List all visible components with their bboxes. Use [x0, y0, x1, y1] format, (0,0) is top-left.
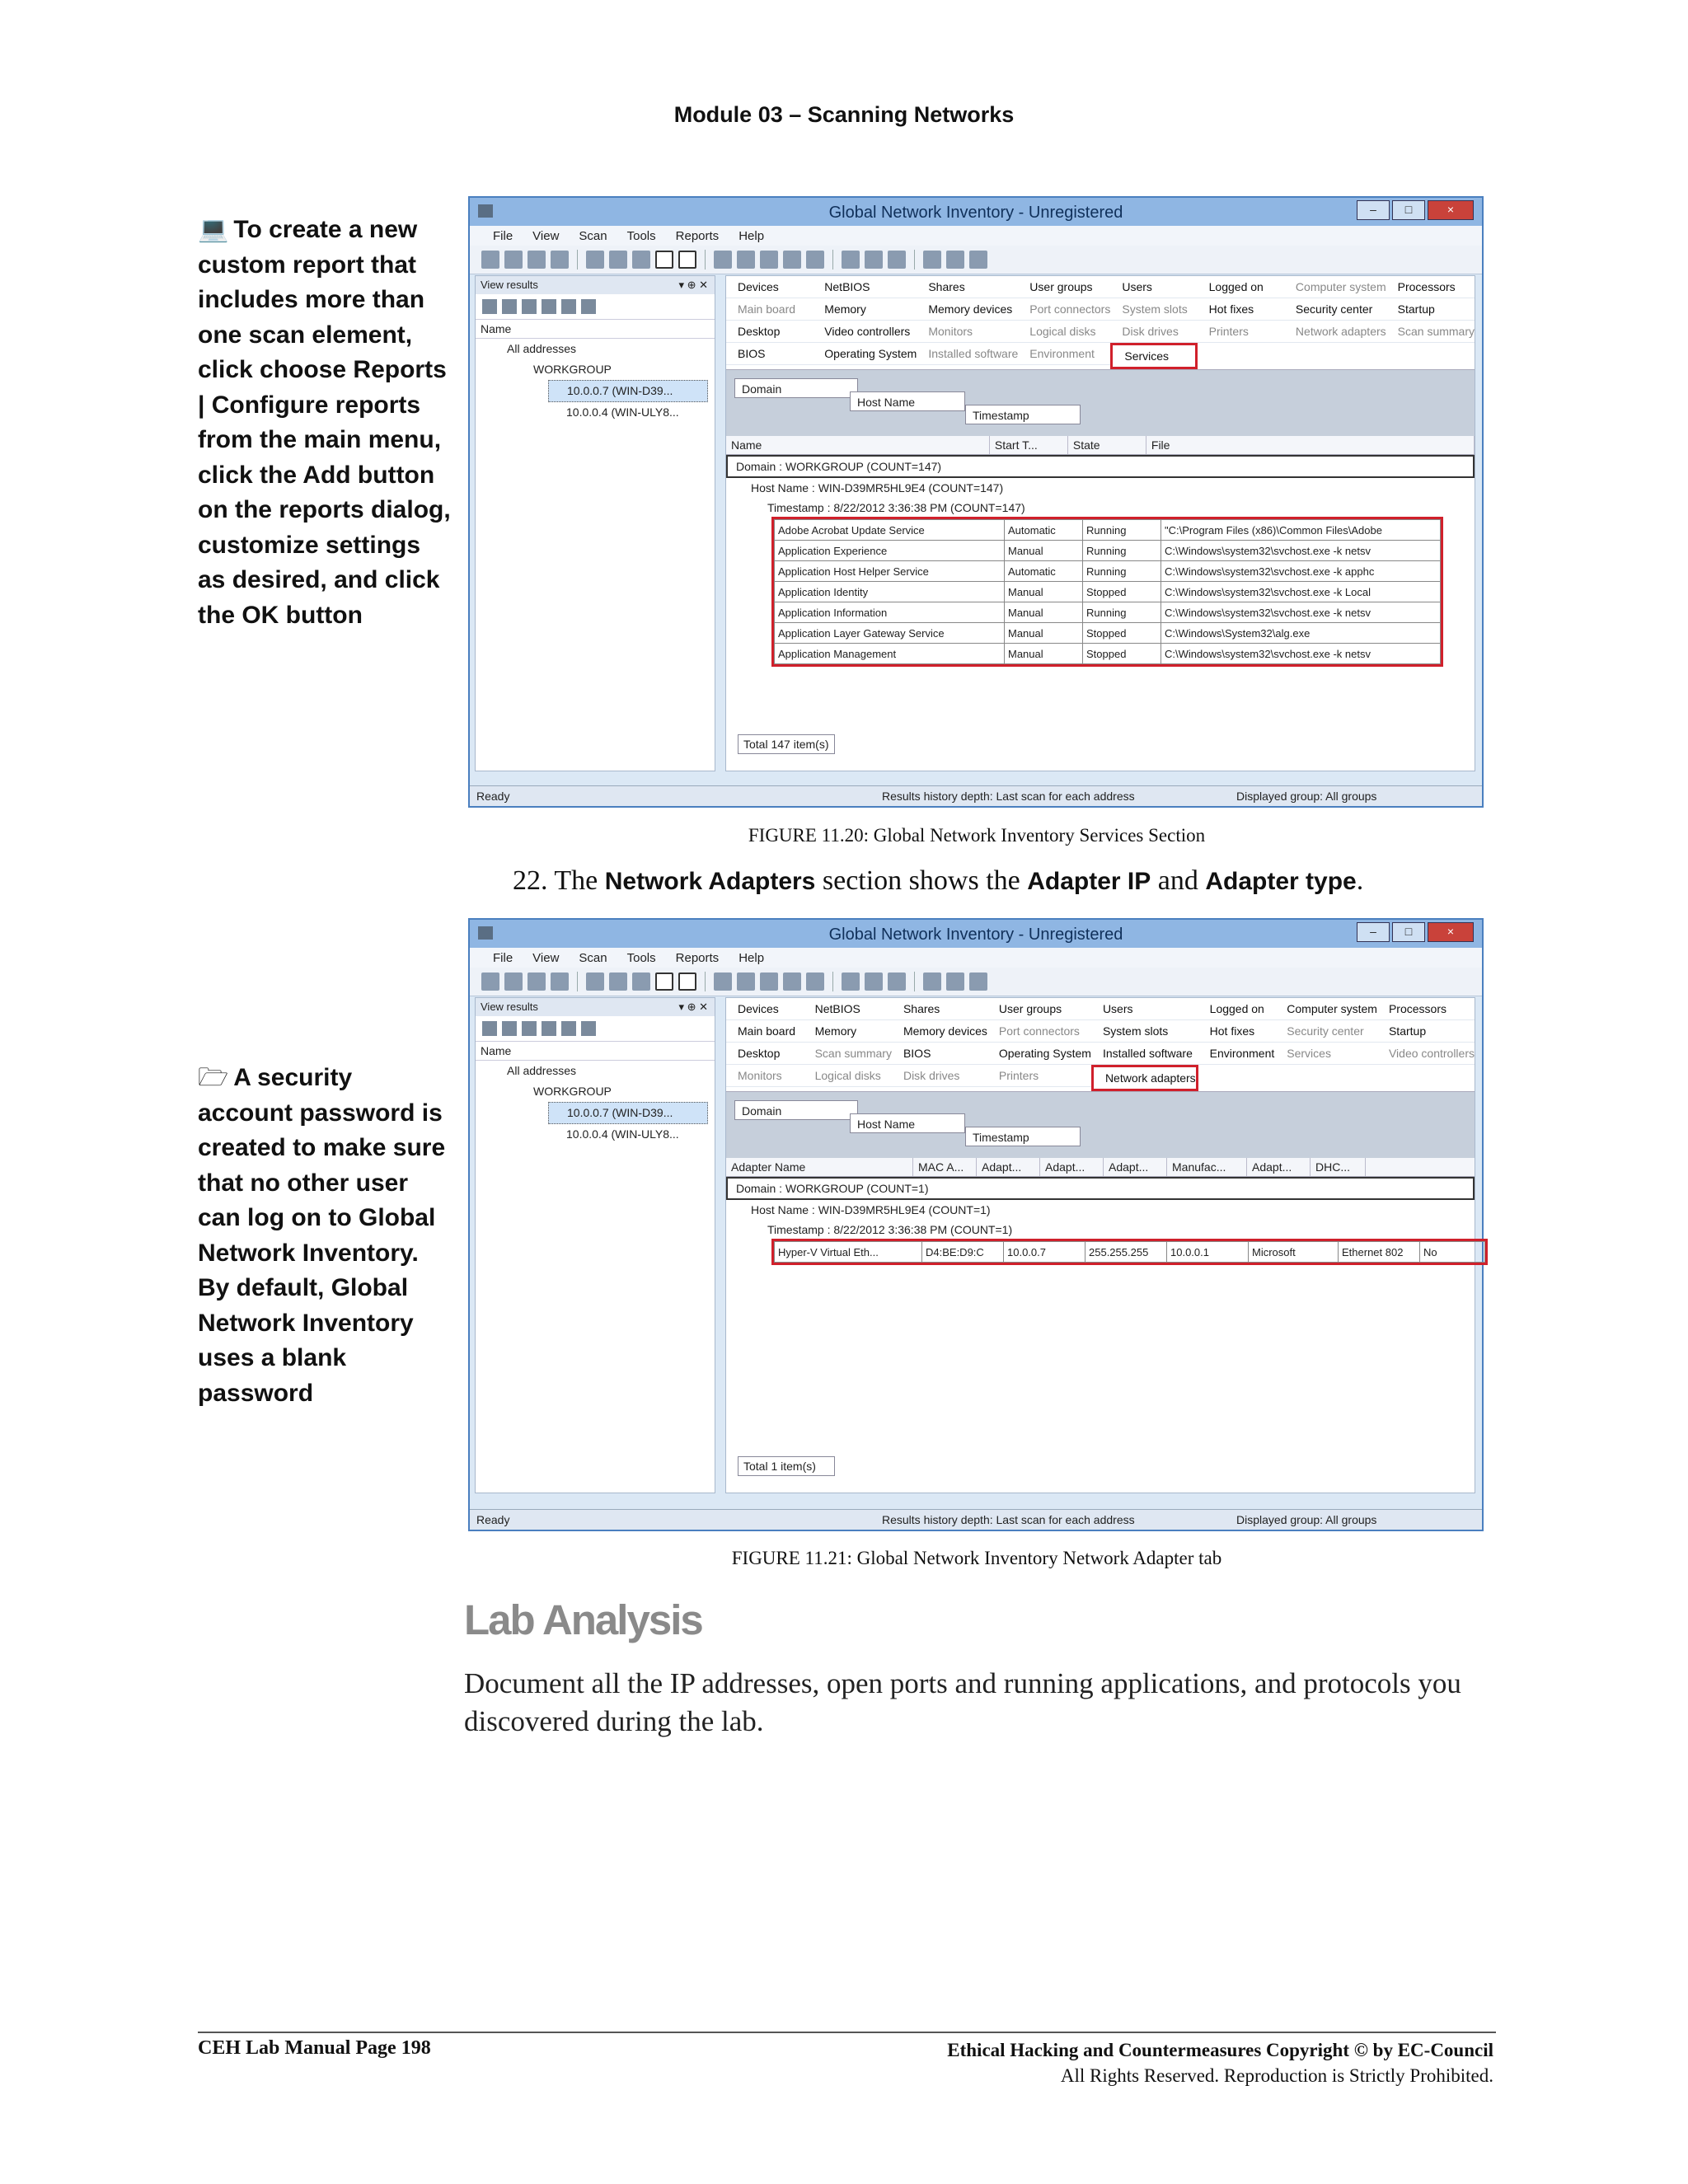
status-bar	[470, 785, 1482, 806]
table-cell: C:\Windows\system32\svchost.exe -k netsv	[1161, 644, 1441, 664]
tree-node[interactable]: 10.0.0.7 (WIN-D39...	[548, 380, 708, 402]
toolbar-separator	[914, 250, 915, 269]
table-cell: Ethernet 802	[1339, 1242, 1420, 1263]
group-chip-timestamp[interactable]: Timestamp	[965, 405, 1081, 424]
table-cell: Application Layer Gateway Service	[775, 623, 1005, 644]
column-header[interactable]: Name	[726, 436, 990, 454]
category-tabs	[726, 998, 1475, 1091]
minimize-button[interactable]: –	[1357, 922, 1390, 942]
view-results-pane	[475, 275, 715, 771]
toolbar-button-icon[interactable]	[806, 972, 824, 991]
toolbar-button-icon[interactable]	[481, 972, 499, 991]
rights-line: All Rights Reserved. Reproduction is Strictly Prohibited.	[1060, 2065, 1493, 2086]
table-cell: Manual	[1005, 623, 1083, 644]
table-cell: D4:BE:D9:C	[922, 1242, 1004, 1263]
toolbar-button-icon[interactable]	[528, 972, 546, 991]
tab-computer-system[interactable]: Computer system	[1275, 998, 1377, 1020]
tab-disk-drives[interactable]: Disk drives	[892, 1065, 987, 1087]
toolbar-button-icon[interactable]	[737, 251, 755, 269]
footer-page: CEH Lab Manual Page 198	[198, 2037, 431, 2059]
table-cell: Manual	[1005, 541, 1083, 561]
toolbar-button-icon[interactable]	[783, 251, 801, 269]
tab-monitors[interactable]: Monitors	[726, 1065, 804, 1087]
results-pane	[725, 275, 1475, 771]
footer-rule	[198, 2032, 1496, 2033]
tab-disk-drives[interactable]: Disk drives	[1110, 321, 1197, 343]
tab-operating-system[interactable]: Operating System	[987, 1043, 1091, 1065]
tab-bios[interactable]: BIOS	[892, 1043, 987, 1065]
table-cell: 10.0.0.7	[1004, 1242, 1085, 1263]
column-header[interactable]: Start T...	[990, 436, 1068, 454]
window-controls	[1357, 200, 1474, 220]
close-button[interactable]: ×	[1428, 200, 1474, 220]
pane-toolbar	[476, 294, 715, 320]
side-note-custom-report	[198, 213, 453, 633]
tab-memory[interactable]: Memory	[804, 1020, 892, 1043]
toolbar-button-icon[interactable]	[504, 972, 523, 991]
tab-logged-on[interactable]: Logged on	[1198, 998, 1276, 1020]
step-bold: Adapter type	[1205, 868, 1357, 895]
menu-item-scan[interactable]: Scan	[579, 950, 607, 965]
table-cell: "C:\Program Files (x86)\Common Files\Adobe	[1161, 520, 1441, 541]
tab-port-connectors[interactable]: Port connectors	[1018, 298, 1110, 321]
table-cell: C:\Windows\system32\svchost.exe -k apphc	[1161, 561, 1441, 582]
tab-port-connectors[interactable]: Port connectors	[987, 1020, 1091, 1043]
tab-monitors[interactable]: Monitors	[917, 321, 1018, 343]
address-tree	[476, 339, 715, 423]
window-title: Global Network Inventory - Unregistered	[828, 926, 1123, 944]
table-cell: Manual	[1005, 644, 1083, 664]
step-text: .	[1356, 865, 1364, 896]
pane-tool-icon[interactable]	[561, 1021, 576, 1036]
tab-memory-devices[interactable]: Memory devices	[917, 298, 1018, 321]
menu-item-tools[interactable]: Tools	[626, 228, 656, 243]
column-header[interactable]: Adapt...	[977, 1158, 1040, 1176]
pane-toolbar	[476, 1016, 715, 1042]
toolbar-button-icon[interactable]	[969, 251, 987, 269]
group-chip-timestamp[interactable]: Timestamp	[965, 1127, 1081, 1146]
tab-users[interactable]: Users	[1091, 998, 1198, 1020]
toolbar-button-icon[interactable]	[609, 972, 627, 991]
toolbar-button-icon[interactable]	[737, 972, 755, 991]
table-cell: Application Management	[775, 644, 1005, 664]
toolbar-button-icon[interactable]	[714, 972, 732, 991]
column-header[interactable]: Adapter Name	[726, 1158, 913, 1176]
group-row[interactable]: Domain : WORKGROUP (COUNT=147)	[726, 455, 1475, 478]
table-cell: Automatic	[1005, 561, 1083, 582]
table-cell: Running	[1083, 520, 1161, 541]
column-header[interactable]: Adapt...	[1040, 1158, 1104, 1176]
name-column-header: Name	[476, 320, 715, 339]
minimize-button[interactable]: –	[1357, 200, 1390, 220]
toolbar-button-icon[interactable]	[760, 972, 778, 991]
toolbar-separator	[577, 972, 578, 991]
status-ready: Ready	[476, 1513, 510, 1526]
tab-logical-disks[interactable]: Logical disks	[804, 1065, 892, 1087]
pane-title: View results	[481, 1001, 538, 1013]
screenshot-network-adapters	[468, 918, 1484, 1531]
column-header[interactable]: Manufac...	[1167, 1158, 1247, 1176]
toolbar-button-icon[interactable]	[655, 251, 673, 269]
pane-tool-icon[interactable]	[502, 1021, 517, 1036]
table-cell: 10.0.0.1	[1167, 1242, 1249, 1263]
tab-desktop[interactable]: Desktop	[726, 1043, 804, 1065]
toolbar	[470, 246, 1482, 274]
toolbar-button-icon[interactable]	[888, 251, 906, 269]
results-table	[774, 519, 1441, 664]
toolbar-button-icon[interactable]	[586, 972, 604, 991]
toolbar-separator	[577, 250, 578, 269]
module-title: Module 03 – Scanning Networks	[673, 102, 1015, 127]
toolbar-separator	[832, 250, 833, 269]
total-items: Total 1 item(s)	[738, 1456, 835, 1476]
tab-system-slots[interactable]: System slots	[1110, 298, 1197, 321]
tab-devices[interactable]: Devices	[726, 998, 804, 1020]
group-row[interactable]: Timestamp : 8/22/2012 3:36:38 PM (COUNT=147)	[767, 501, 1025, 514]
tab-security-center[interactable]: Security center	[1284, 298, 1386, 321]
toolbar-button-icon[interactable]	[760, 251, 778, 269]
tab-desktop[interactable]: Desktop	[726, 321, 813, 343]
tab-system-slots[interactable]: System slots	[1091, 1020, 1198, 1043]
menu-item-tools[interactable]: Tools	[626, 950, 656, 965]
tab-environment[interactable]: Environment	[1198, 1043, 1276, 1065]
group-row[interactable]: Timestamp : 8/22/2012 3:36:38 PM (COUNT=1)	[767, 1223, 1013, 1236]
column-header[interactable]: DHC...	[1311, 1158, 1366, 1176]
tab-operating-system[interactable]: Operating System	[813, 343, 917, 365]
tab-main-board[interactable]: Main board	[726, 298, 813, 321]
tab-printers[interactable]: Printers	[987, 1065, 1091, 1087]
status-history: Results history depth: Last scan for each address	[882, 1513, 1135, 1526]
toolbar-button-icon[interactable]	[923, 251, 941, 269]
step-text: section shows the	[822, 865, 1020, 896]
pane-title: View results	[481, 279, 538, 291]
tree-node[interactable]: WORKGROUP	[533, 363, 612, 376]
toolbar-button-icon[interactable]	[678, 251, 696, 269]
step-text: and	[1157, 865, 1198, 896]
tab-memory[interactable]: Memory	[813, 298, 917, 321]
tab-user-groups[interactable]: User groups	[1018, 276, 1110, 298]
group-chip-host-name[interactable]: Host Name	[850, 391, 965, 411]
table-row[interactable]	[775, 520, 1441, 541]
menu-item-help[interactable]: Help	[738, 228, 765, 243]
close-button[interactable]: ×	[1428, 922, 1474, 942]
toolbar-button-icon[interactable]	[609, 251, 627, 269]
menu-item-view[interactable]: View	[532, 228, 560, 243]
table-row[interactable]	[775, 644, 1441, 664]
table-cell: Running	[1083, 541, 1161, 561]
toolbar-button-icon[interactable]	[551, 251, 569, 269]
status-bar	[470, 1509, 1482, 1530]
toolbar-button-icon[interactable]	[865, 251, 883, 269]
pane-tool-icon[interactable]	[482, 299, 497, 314]
step-22	[513, 865, 1363, 897]
table-cell: C:\Windows\System32\alg.exe	[1161, 623, 1441, 644]
group-by-area	[726, 1091, 1475, 1158]
tree-node[interactable]: 10.0.0.4 (WIN-ULY8...	[566, 405, 679, 419]
pin-icon[interactable]: ▾ ⊕ ✕	[678, 1001, 708, 1013]
copyright-line: Ethical Hacking and Countermeasures Copyright © by EC-Council	[947, 2040, 1493, 2060]
table-row[interactable]	[775, 541, 1441, 561]
table-cell: C:\Windows\system32\svchost.exe -k Local	[1161, 582, 1441, 602]
menu-item-reports[interactable]: Reports	[675, 228, 720, 243]
toolbar-button-icon[interactable]	[946, 972, 964, 991]
group-row[interactable]: Host Name : WIN-D39MR5HL9E4 (COUNT=1)	[751, 1203, 991, 1216]
toolbar-button-icon[interactable]	[632, 251, 650, 269]
pane-tool-icon[interactable]	[522, 1021, 537, 1036]
table-cell: Hyper-V Virtual Eth...	[775, 1242, 922, 1263]
table-cell: Manual	[1005, 602, 1083, 623]
table-cell: Automatic	[1005, 520, 1083, 541]
side-note-password	[198, 1061, 453, 1411]
pane-tool-icon[interactable]	[581, 299, 596, 314]
table-cell: Manual	[1005, 582, 1083, 602]
pane-tool-icon[interactable]	[581, 1021, 596, 1036]
column-header[interactable]: MAC A...	[913, 1158, 977, 1176]
table-cell: Microsoft	[1249, 1242, 1339, 1263]
tab-startup[interactable]: Startup	[1386, 298, 1475, 321]
tab-logged-on[interactable]: Logged on	[1198, 276, 1284, 298]
tab-bios[interactable]: BIOS	[726, 343, 813, 365]
toolbar-button-icon[interactable]	[678, 972, 696, 991]
group-chip-host-name[interactable]: Host Name	[850, 1113, 965, 1133]
menu-item-file[interactable]: File	[493, 228, 513, 243]
title-bar	[470, 920, 1482, 948]
tree-node[interactable]: 10.0.0.7 (WIN-D39...	[548, 1102, 708, 1124]
category-tabs	[726, 276, 1475, 369]
toolbar-separator	[832, 972, 833, 991]
toolbar-button-icon[interactable]	[481, 251, 499, 269]
menu-item-scan[interactable]: Scan	[579, 228, 607, 243]
toolbar-button-icon[interactable]	[586, 251, 604, 269]
tab-installed-software[interactable]: Installed software	[917, 343, 1018, 365]
table-cell: Stopped	[1083, 623, 1161, 644]
side-note-text: A security account password is created to make sure that no other user can log on to Global Network Inventory. By default, Global Network Inventory uses a blank password	[198, 1064, 446, 1407]
toolbar-button-icon[interactable]	[714, 251, 732, 269]
tab-netbios[interactable]: NetBIOS	[813, 276, 917, 298]
lab-analysis-heading: Lab Analysis	[464, 1596, 702, 1643]
tab-shares[interactable]: Shares	[917, 276, 1018, 298]
menu-bar	[470, 226, 1482, 246]
screenshot-services	[468, 196, 1484, 808]
results-pane	[725, 997, 1475, 1493]
table-row[interactable]	[775, 561, 1441, 582]
footer-copyright	[947, 2037, 1493, 2088]
pane-tool-icon[interactable]	[522, 299, 537, 314]
tab-users[interactable]: Users	[1110, 276, 1197, 298]
table-cell: Application Host Helper Service	[775, 561, 1005, 582]
toolbar-button-icon[interactable]	[842, 251, 860, 269]
table-cell: Running	[1083, 602, 1161, 623]
table-row[interactable]	[775, 623, 1441, 644]
tab-scan-summary[interactable]: Scan summary	[804, 1043, 892, 1065]
table-cell: Application Experience	[775, 541, 1005, 561]
pane-header	[476, 998, 715, 1016]
pane-tool-icon[interactable]	[542, 1021, 556, 1036]
column-header[interactable]: State	[1068, 436, 1146, 454]
column-header[interactable]: Adapt...	[1104, 1158, 1167, 1176]
tree-node[interactable]: 10.0.0.4 (WIN-ULY8...	[566, 1127, 679, 1141]
tab-user-groups[interactable]: User groups	[987, 998, 1091, 1020]
tab-video-controllers[interactable]: Video controllers	[813, 321, 917, 343]
table-cell: Stopped	[1083, 582, 1161, 602]
laptop-icon: 💻	[198, 216, 229, 243]
table-cell: Stopped	[1083, 644, 1161, 664]
table-row[interactable]	[775, 602, 1441, 623]
tab-network-adapters[interactable]: Network adapters	[1284, 321, 1386, 343]
tab-services[interactable]: Services	[1275, 1043, 1377, 1065]
tab-hot-fixes[interactable]: Hot fixes	[1198, 298, 1284, 321]
tree-node[interactable]: All addresses	[507, 1064, 577, 1077]
tab-services[interactable]: Services	[1110, 343, 1197, 369]
tab-installed-software[interactable]: Installed software	[1091, 1043, 1198, 1065]
pin-icon[interactable]: ▾ ⊕ ✕	[678, 279, 708, 291]
toolbar-separator	[705, 250, 706, 269]
toolbar-button-icon[interactable]	[504, 251, 523, 269]
menu-item-file[interactable]: File	[493, 950, 513, 965]
pane-tool-icon[interactable]	[482, 1021, 497, 1036]
total-items: Total 147 item(s)	[738, 734, 835, 754]
toolbar-button-icon[interactable]	[655, 972, 673, 991]
address-tree	[476, 1061, 715, 1145]
tab-startup[interactable]: Startup	[1377, 1020, 1475, 1043]
lab-analysis-body: Document all the IP addresses, open ports and running applications, and protocols you discovered during the lab.	[464, 1667, 1461, 1737]
tab-processors[interactable]: Processors	[1377, 998, 1475, 1020]
group-chip-domain[interactable]: Domain	[734, 1100, 858, 1120]
column-header[interactable]: File	[1146, 436, 1475, 454]
status-history: Results history depth: Last scan for each address	[882, 790, 1135, 803]
menu-item-reports[interactable]: Reports	[675, 950, 720, 965]
column-header[interactable]: Adapt...	[1247, 1158, 1311, 1176]
toolbar-button-icon[interactable]	[551, 972, 569, 991]
tab-scan-summary[interactable]: Scan summary	[1386, 321, 1475, 343]
toolbar-button-icon[interactable]	[783, 972, 801, 991]
tab-netbios[interactable]: NetBIOS	[804, 998, 892, 1020]
tab-main-board[interactable]: Main board	[726, 1020, 804, 1043]
toolbar-separator	[705, 972, 706, 991]
column-header-row	[726, 436, 1475, 455]
menu-item-help[interactable]: Help	[738, 950, 765, 965]
step-number: 22.	[513, 865, 548, 896]
column-header-row	[726, 1158, 1475, 1177]
pane-tool-icon[interactable]	[561, 299, 576, 314]
results-table	[774, 1241, 1485, 1263]
table-cell: Application Information	[775, 602, 1005, 623]
toolbar-button-icon[interactable]	[842, 972, 860, 991]
table-cell: Running	[1083, 561, 1161, 582]
tab-security-center[interactable]: Security center	[1275, 1020, 1377, 1043]
status-ready: Ready	[476, 790, 510, 803]
toolbar-button-icon[interactable]	[946, 251, 964, 269]
group-chip-domain[interactable]: Domain	[734, 378, 858, 398]
maximize-button[interactable]: □	[1392, 922, 1425, 942]
window-title: Global Network Inventory - Unregistered	[828, 204, 1123, 222]
title-bar	[470, 198, 1482, 226]
toolbar-button-icon[interactable]	[632, 972, 650, 991]
toolbar-separator	[914, 972, 915, 991]
tree-node[interactable]: WORKGROUP	[533, 1085, 612, 1098]
tab-memory-devices[interactable]: Memory devices	[892, 1020, 987, 1043]
tab-processors[interactable]: Processors	[1386, 276, 1475, 298]
view-results-pane	[475, 997, 715, 1493]
toolbar-button-icon[interactable]	[528, 251, 546, 269]
side-note-text: To create a new custom report that includes more than one scan element, click choose Reports | Configure reports from the main menu, click the Add button on the reports dialog, customize settings as desired, and click the OK button	[198, 216, 451, 629]
table-cell: C:\Windows\system32\svchost.exe -k netsv	[1161, 602, 1441, 623]
tree-node[interactable]: All addresses	[507, 342, 577, 355]
table-cell: 255.255.255	[1085, 1242, 1167, 1263]
tab-video-controllers[interactable]: Video controllers	[1377, 1043, 1475, 1065]
pane-header	[476, 276, 715, 294]
step-text: The	[554, 865, 598, 896]
maximize-button[interactable]: □	[1392, 200, 1425, 220]
menu-item-view[interactable]: View	[532, 950, 560, 965]
toolbar-button-icon[interactable]	[923, 972, 941, 991]
toolbar-button-icon[interactable]	[969, 972, 987, 991]
table-cell: Adobe Acrobat Update Service	[775, 520, 1005, 541]
folder-icon: 🗁	[198, 1064, 229, 1091]
group-row[interactable]: Domain : WORKGROUP (COUNT=1)	[726, 1177, 1475, 1200]
toolbar	[470, 968, 1482, 996]
table-cell: C:\Windows\system32\svchost.exe -k netsv	[1161, 541, 1441, 561]
figure-caption: FIGURE 11.20: Global Network Inventory Services Section	[748, 825, 1206, 846]
step-bold: Network Adapters	[604, 868, 816, 895]
tab-printers[interactable]: Printers	[1198, 321, 1284, 343]
figure-caption: FIGURE 11.21: Global Network Inventory Network Adapter tab	[731, 1548, 1222, 1568]
toolbar-button-icon[interactable]	[865, 972, 883, 991]
name-column-header: Name	[476, 1042, 715, 1061]
status-group: Displayed group: All groups	[1236, 1513, 1377, 1526]
table-cell: No	[1420, 1242, 1485, 1263]
tab-environment[interactable]: Environment	[1018, 343, 1110, 365]
tab-devices[interactable]: Devices	[726, 276, 813, 298]
pane-tool-icon[interactable]	[542, 299, 556, 314]
tab-computer-system[interactable]: Computer system	[1284, 276, 1386, 298]
group-row[interactable]: Host Name : WIN-D39MR5HL9E4 (COUNT=147)	[751, 481, 1004, 494]
status-group: Displayed group: All groups	[1236, 790, 1377, 803]
tab-logical-disks[interactable]: Logical disks	[1018, 321, 1110, 343]
window-controls	[1357, 922, 1474, 942]
toolbar-button-icon[interactable]	[888, 972, 906, 991]
group-by-area	[726, 369, 1475, 436]
table-cell: Application Identity	[775, 582, 1005, 602]
pane-tool-icon[interactable]	[502, 299, 517, 314]
tab-shares[interactable]: Shares	[892, 998, 987, 1020]
toolbar-button-icon[interactable]	[806, 251, 824, 269]
menu-bar	[470, 948, 1482, 968]
tab-network-adapters[interactable]: Network adapters	[1091, 1065, 1198, 1091]
tab-hot-fixes[interactable]: Hot fixes	[1198, 1020, 1276, 1043]
step-bold: Adapter IP	[1027, 868, 1151, 895]
table-row[interactable]	[775, 582, 1441, 602]
table-row[interactable]	[775, 1242, 1485, 1263]
